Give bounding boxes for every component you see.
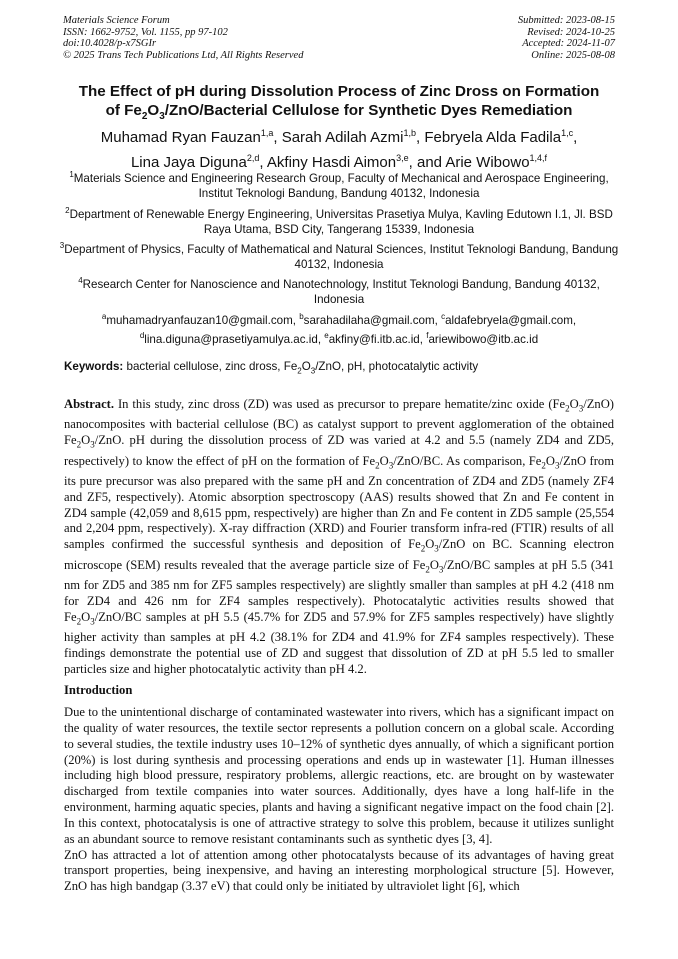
keywords [64, 359, 614, 378]
email-separator: , [292, 313, 300, 327]
affiliation-2 [58, 203, 620, 238]
abstract-text: /ZnO. pH during the dissolution process of ZD was varied at 4.2 and 5.5 (namely ZD4 and ZD5, respectively) to know the effect of pH on the formation of Fe [64, 433, 614, 468]
abstract-text: O [569, 397, 579, 411]
affiliation-text: Department of Physics, Faculty of Mathematical and Natural Sciences, Institut Teknologi Bandung, Bandung 40132, Indonesia [64, 242, 619, 272]
date-online: Online: 2025-08-08 [531, 49, 615, 61]
keywords-text: bacterial cellulose, zinc dross, Fe [123, 360, 298, 373]
author-name: Sarah Adilah Azmi [281, 129, 404, 146]
author-affiliation-marker: 1,4,f [529, 153, 548, 163]
introduction-heading: Introduction [64, 683, 133, 697]
email-marker: e [324, 331, 329, 341]
author-name: Febryela Alda Fadila [424, 129, 562, 146]
affiliation-number: 4 [78, 276, 83, 285]
abstract-subscript: 3 [555, 460, 560, 471]
email-marker: f [426, 331, 429, 341]
abstract-subscript: 2 [565, 403, 570, 414]
journal-doi[interactable]: doi:10.4028/p-x7SGIr [63, 38, 157, 49]
affiliation-4 [58, 273, 620, 308]
author-line-1 [50, 123, 628, 148]
abstract-subscript: 2 [420, 543, 426, 554]
email-marker: b [299, 312, 304, 321]
email-line-1 [58, 309, 620, 328]
author-name: Muhamad Ryan Fauzan [100, 129, 261, 146]
abstract-text: /ZnO/BC samples at pH 5.5 (341 nm for ZD5 and 385 nm for ZF5 samples respectively) are slightly smaller than samples at pH 4.2 (418 nm for ZD4 and 426 nm for ZF4 samples respectively). Photocatalytic activities results showed that Fe [64, 557, 614, 624]
journal-info [63, 15, 303, 61]
journal-issn: ISSN: 1662-9752, Vol. 1155, pp 97-102 [63, 26, 228, 38]
affiliation-number: 2 [65, 206, 70, 215]
email-address[interactable]: aldafebryela@gmail.com [445, 313, 573, 327]
title-subscript: 2 [141, 111, 148, 123]
abstract-text: /ZnO/BC samples at pH 5.5 (45.7% for ZD5 and 57.9% for ZF5 samples respectively) have slightly higher activity than samples at pH 4.2 (38.1% for ZD4 and 41.9% for ZF4 samples respectively). These findings demonstrate the potential use of ZD and suggest that dissolution of ZD at pH 5.5 led to smaller particles size and higher photocatalytic activity than pH 4.2. [64, 609, 614, 676]
abstract-subscript: 2 [76, 439, 82, 450]
abstract-text: O [81, 609, 91, 624]
affiliation-text: Materials Science and Engineering Research Group, Faculty of Mechanical and Aerospace Engineering, Institut Teknologi Bandung, Bandung 40132, Indonesia [73, 171, 609, 201]
email-address[interactable]: muhamadryanfauzan10@gmail.com [106, 313, 293, 327]
keywords-label: Keywords: [64, 360, 124, 373]
email-line-2 [58, 328, 620, 347]
introduction-body [64, 705, 614, 895]
email-address[interactable]: akfiny@fi.itb.ac.id [328, 333, 420, 347]
date-submitted: Submitted: 2023-08-15 [517, 15, 615, 26]
author-affiliation-marker: 1,b [403, 128, 416, 138]
author-separator: , and [408, 154, 446, 171]
email-address[interactable]: sarahadilaha@gmail.com [303, 313, 435, 327]
abstract-text: /ZnO/BC. As comparison, Fe [393, 453, 542, 468]
author-list [50, 123, 628, 173]
author-separator: , [415, 129, 425, 146]
affiliation-1 [58, 167, 620, 202]
date-revised: Revised: 2024-10-25 [527, 26, 615, 38]
abstract-text: O [81, 433, 91, 448]
abstract-subscript: 3 [90, 616, 95, 627]
abstract-subscript: 3 [434, 543, 439, 554]
affiliation-text: Research Center for Nanoscience and Nanotechnology, Institut Teknologi Bandung, Bandung 40132, Indonesia [82, 277, 600, 307]
keywords-subscript: 2 [297, 366, 302, 376]
title-text: of Fe [105, 102, 142, 119]
author-affiliation-marker: 1,c [561, 128, 574, 138]
abstract-text: /ZnO from its pure precursor was also prepared with the same pH and Zn concentration of ZD4 and ZD5 (namely ZF4 and ZF5, respectively). Atomic absorption spectroscopy (AAS) results showed that Zn and Fe content in ZD4 sample (42,059 and 8,615 ppm, respectively) are higher than Zn and Fe content in ZD5 sample (25,554 and 2,204 ppm, respectively). X-ray diffraction (XRD) and Fourier transform infra-red (FTIR) results of all samples confirmed the successful synthesis and deposition of Fe [64, 453, 615, 552]
email-marker: a [101, 312, 107, 321]
keywords-text: /ZnO, pH, photocatalytic activity [315, 360, 479, 373]
abstract-text: In this study, zinc dross (ZD) was used as precursor to prepare hematite/zinc oxide (Fe [114, 397, 566, 411]
author-name: Arie Wibowo [445, 154, 530, 171]
email-separator: , [572, 313, 577, 327]
author-affiliation-marker: 2,d [246, 153, 260, 163]
abstract-text: O [545, 453, 555, 468]
paper-title [50, 82, 628, 126]
abstract [64, 397, 614, 678]
abstract-subscript: 2 [76, 616, 82, 627]
author-affiliation-marker: 1,a [260, 128, 274, 138]
abstract-subscript: 2 [425, 564, 430, 575]
email-marker: c [441, 312, 446, 321]
introduction-paragraph-1: Due to the unintentional discharge of contaminated wastewater into rivers, which has a significant impact on the quality of water resources, the textile sector represents a pollution concern on a global scale. According to several studies, the textile industry uses 10–12% of synthetic dyes annually, of which a significant portion (20%) is lost during synthesis and processing operations and ends up in wastewater [1]. Human illnesses including high blood pressure, respiratory problems, allergic reactions, etc. are brought on by wastewater discharged from textile companies into water sources. Additionally, dyes have a long half-life in the environment, harming aquatic species, plants and having a significant negative impact on the food chain [2]. In this context, photocatalysis is one of attractive strategy to solve this problem, because it utilizes sunlight as an abundant source to remove resistant contaminants such as synthetic dyes [3, 4]. [64, 705, 614, 846]
abstract-subscript: 2 [375, 460, 380, 471]
journal-name: Materials Science Forum [63, 15, 170, 26]
author-affiliation-marker: 3,e [396, 153, 409, 163]
title-line-1: The Effect of pH during Dissolution Process of Zinc Dross on Formation [78, 83, 600, 100]
abstract-text: /ZnO) nanocomposites with bacterial cellulose (BC) as catalyst support to prevent agglomeration of the obtained Fe [64, 397, 614, 448]
author-separator: , [573, 129, 578, 146]
email-separator: , [419, 333, 427, 347]
abstract-subscript: 3 [388, 460, 394, 471]
author-name: Lina Jaya Diguna [130, 154, 247, 171]
author-separator: , [259, 154, 267, 171]
abstract-text: /ZnO on BC. Scanning electron microscope (SEM) results revealed that the average particle size of Fe [64, 537, 614, 572]
keywords-subscript: 3 [310, 366, 316, 376]
introduction-paragraph-2: ZnO has attracted a lot of attention among other photocatalysts because of its advantages of having great transport properties, being inexpensive, and having an interesting morphological structure [5]. However, ZnO has high bandgap (3.37 eV) that could only be initiated by ultraviolet light [6], which [64, 847, 614, 894]
affiliation-text: Department of Renewable Energy Engineering, Universitas Prasetiya Mulya, Kavling Edutown I.1, Jl. BSD Raya Utama, BSD City, Tangerang 15339, Indonesia [69, 207, 613, 237]
abstract-subscript: 2 [541, 460, 546, 471]
affiliation-number: 3 [59, 241, 65, 250]
abstract-text: O [379, 453, 389, 468]
keywords-text: O [301, 360, 311, 373]
affiliation-number: 1 [69, 170, 74, 179]
email-separator: , [434, 313, 442, 327]
abstract-subscript: 3 [438, 564, 444, 575]
abstract-label: Abstract. [64, 397, 115, 411]
email-separator: , [317, 333, 325, 347]
author-separator: , [273, 129, 282, 146]
author-name: Akfiny Hasdi Aimon [266, 154, 397, 171]
affiliation-3 [58, 238, 620, 273]
abstract-subscript: 3 [578, 403, 584, 414]
email-marker: d [139, 331, 145, 341]
abstract-text: O [429, 557, 439, 572]
publication-dates [518, 15, 615, 61]
journal-copyright: © 2025 Trans Tech Publications Ltd, All Rights Reserved [63, 49, 304, 61]
abstract-subscript: 3 [90, 439, 95, 450]
title-subscript: 3 [159, 111, 165, 123]
abstract-text: O [425, 537, 435, 552]
date-accepted: Accepted: 2024-11-07 [522, 38, 615, 49]
title-text: /ZnO/Bacterial Cellulose for Synthetic Dyes Remediation [164, 102, 573, 119]
author-emails [58, 309, 620, 348]
title-text: O [147, 102, 160, 119]
email-address[interactable]: ariewibowo@itb.ac.id [428, 333, 539, 347]
email-address[interactable]: lina.diguna@prasetiyamulya.ac.id [144, 333, 318, 347]
